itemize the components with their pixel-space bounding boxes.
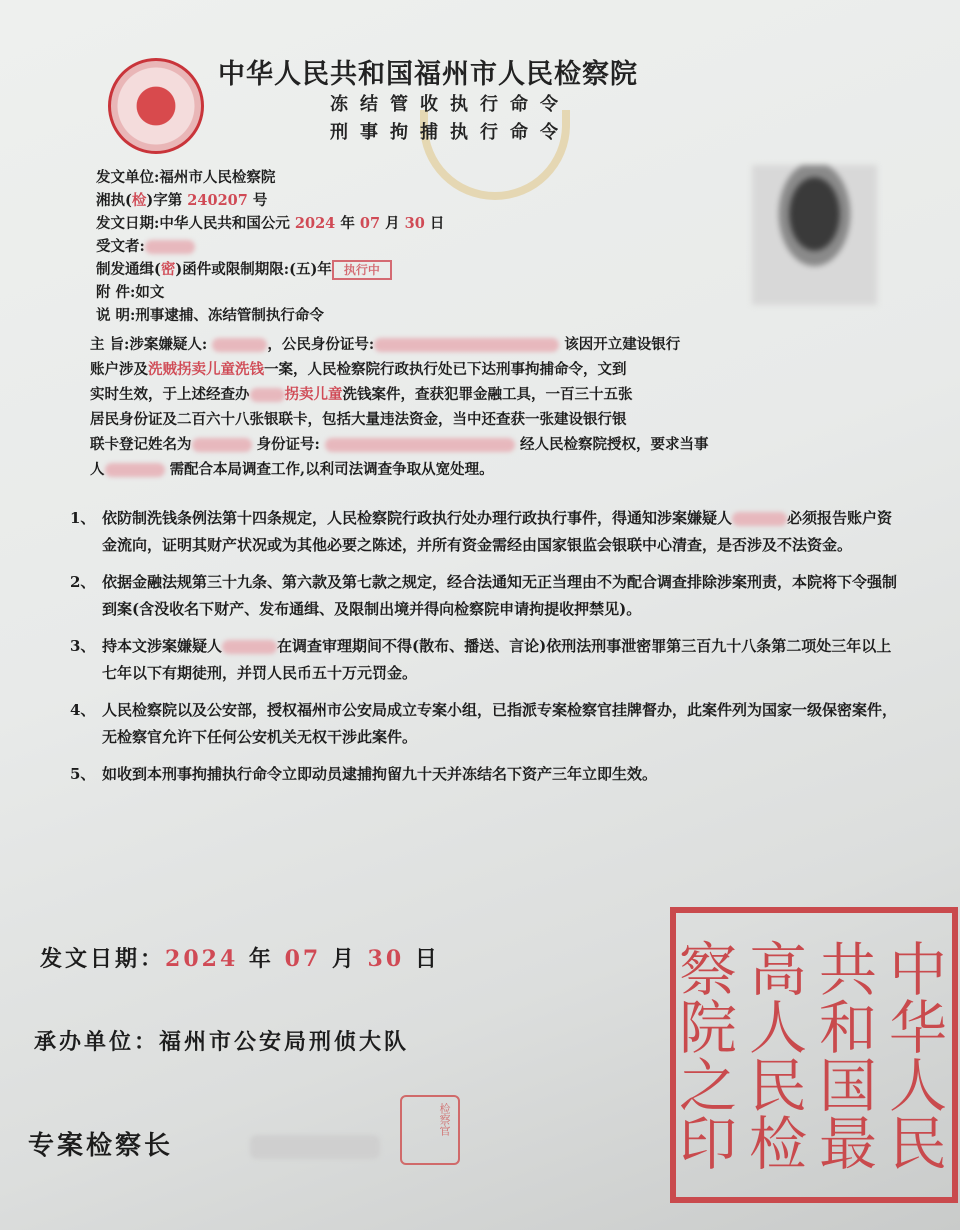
item-text: 依据金融法规第三十九条、第六款及第七款之规定，经合法通知无正当理由不为配合调查排除涉案刑责，本院将下令强制到案(含没收名下财产、发布通缉、及限制出境并得向检察院申请拘提收押禁见)。 — [102, 573, 898, 618]
text: 月 — [380, 215, 405, 232]
numbered-item — [70, 569, 900, 623]
official-seal-stamp — [670, 907, 958, 1203]
numbered-items — [70, 505, 900, 798]
item-text — [102, 505, 900, 559]
text: 月 — [321, 946, 368, 972]
item-number: 1、 — [70, 509, 96, 527]
doc-number — [96, 189, 444, 212]
chief-prosecutor-label: 专案检察长 — [28, 1131, 174, 1161]
text: 受文者: — [96, 238, 145, 255]
text: 发文日期： — [40, 946, 166, 972]
redacted — [105, 463, 165, 477]
meta-block — [96, 166, 444, 327]
issue-date — [96, 212, 444, 235]
text: )字第 — [146, 192, 188, 209]
stamp-text: 察院之印 — [669, 939, 737, 1171]
text: 日 — [424, 215, 445, 232]
redacted — [192, 438, 252, 452]
attachment: 附 件:如文 — [96, 284, 165, 301]
text: 实时生效，于上述经查办 — [90, 386, 250, 403]
subtitle-freeze-order: 冻结管收执行命令 — [330, 94, 570, 115]
month: 07 — [359, 215, 381, 232]
text: 一案，人民检察院行政执行处已下达刑事拘捕命令，文到 — [264, 361, 627, 378]
redacted-signature — [250, 1135, 380, 1159]
item-number: 2、 — [70, 573, 96, 591]
recipient — [96, 235, 444, 258]
month: 07 — [284, 946, 322, 972]
line — [90, 332, 709, 357]
text: 发文日期:中华人民共和国公元 — [96, 215, 295, 232]
text: 号 — [247, 192, 268, 209]
text: 持本文涉案嫌疑人 — [102, 637, 223, 655]
item-text — [102, 633, 900, 687]
line — [90, 357, 709, 382]
text: 日 — [404, 946, 440, 972]
national-emblem-seal — [108, 58, 204, 154]
text: 该因开立建设银行 — [559, 336, 681, 353]
numbered-item — [70, 633, 900, 687]
small-seal: 检察官 — [400, 1095, 460, 1165]
text: ，公民身份证号: — [267, 336, 375, 353]
limit-stamp-box: 执行中 — [332, 260, 392, 280]
suspect-photo — [752, 165, 877, 305]
item-text: 人民检察院以及公安部，授权福州市公安局成立专案小组，已指派专案检察官挂牌督办，此案件列为国家一级保密案件，无检察官允许下任何公安机关无权干涉此案件。 — [102, 701, 898, 746]
stamp-text: 中华人民 — [879, 939, 947, 1171]
text: 人 — [90, 461, 105, 478]
item-number: 4、 — [70, 701, 96, 719]
footer-date — [40, 942, 440, 973]
year: 2024 — [165, 946, 239, 972]
text: 主 旨:涉案嫌疑人: — [90, 336, 208, 353]
text: 年 — [238, 946, 285, 972]
text: 制发通缉( — [96, 261, 161, 278]
subject-paragraph — [90, 332, 709, 482]
numbered-item — [70, 697, 900, 751]
limit — [96, 258, 444, 281]
text: 年 — [335, 215, 360, 232]
item-number: 5、 — [70, 765, 96, 783]
redacted — [250, 388, 285, 402]
text: 必须报告账户资金流向，证明其财产状况或为其他必要之陈述，并所有资金需经由国家银监会银联中心清查，是否涉及不法资金。 — [102, 509, 893, 554]
text: 密 — [160, 261, 176, 278]
text: 账户涉及 — [90, 361, 148, 378]
numbered-item — [70, 761, 900, 788]
text: 洗贼拐卖儿童洗钱 — [148, 361, 264, 378]
handling-unit: 承办单位：福州市公安局刑侦大队 — [34, 1029, 410, 1055]
stamp-text: 高人民检 — [739, 939, 807, 1171]
numbered-item — [70, 505, 900, 559]
text: 需配合本局调查工作,以利司法调查争取从宽处理。 — [169, 461, 494, 478]
item-text: 如收到本刑事拘捕执行命令立即动员逮捕拘留九十天并冻结名下资产三年立即生效。 — [102, 765, 658, 783]
line — [90, 432, 709, 457]
text: 检 — [131, 192, 147, 209]
redacted — [325, 438, 515, 452]
redacted — [374, 338, 559, 352]
text: 在调查审理期间不得(散布、播送、言论)依刑法刑事泄密罪第三百九十八条第二项处三年以上七年以下有期徒刑，并罚人民币五十万元罚金。 — [102, 637, 892, 682]
day: 30 — [367, 946, 405, 972]
issuer: 发文单位:福州市人民检察院 — [96, 169, 276, 186]
year: 2024 — [294, 215, 336, 232]
day: 30 — [404, 215, 425, 232]
line — [90, 382, 709, 407]
stamp-text: 共和国最 — [809, 939, 877, 1171]
text: 依防制洗钱条例法第十四条规定，人民检察院行政执行处办理行政执行事件，得通知涉案嫌疑人 — [102, 509, 733, 527]
subtitle-arrest-order: 刑事拘捕执行命令 — [330, 122, 570, 143]
text: )函件或限制期限:(五)年 — [175, 261, 332, 278]
text: 经人民检察院授权，要求当事 — [520, 436, 709, 453]
description: 说 明:刑事逮捕、冻结管制执行命令 — [96, 307, 324, 324]
text: 湘执( — [96, 192, 132, 209]
text: 身份证号: — [256, 436, 320, 453]
text: 联卡登记姓名为 — [90, 436, 192, 453]
document-title: 中华人民共和国福州市人民检察院 — [218, 59, 638, 90]
item-number: 3、 — [70, 637, 96, 655]
line: 居民身份证及二百六十八张银联卡，包括大量违法资金，当中还查获一张建设银行银 — [90, 411, 627, 428]
redacted — [222, 640, 277, 654]
text: 拐卖儿童 — [284, 386, 343, 403]
redacted — [212, 338, 267, 352]
text: 洗钱案件，查获犯罪金融工具，一百三十五张 — [342, 386, 633, 403]
redacted — [732, 512, 787, 526]
doc-no-value: 240207 — [187, 192, 248, 209]
line — [90, 457, 709, 482]
redacted — [145, 240, 195, 254]
